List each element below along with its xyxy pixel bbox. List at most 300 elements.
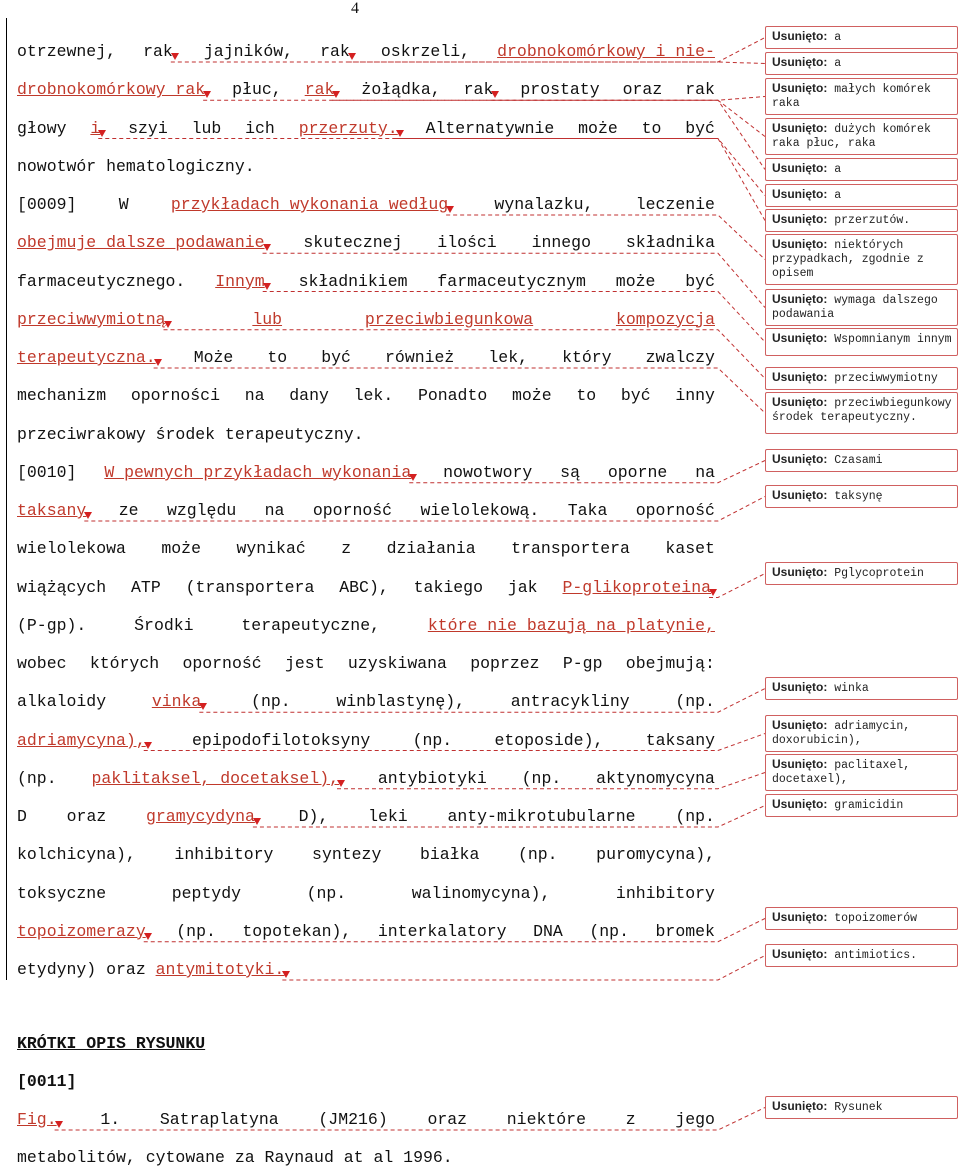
word-text: Ponadto xyxy=(417,386,488,406)
word xyxy=(17,424,364,446)
text-line xyxy=(17,691,715,713)
word-text: anty-mikrotubularne xyxy=(447,807,636,826)
word xyxy=(646,347,715,369)
deletion-caret-icon xyxy=(446,206,454,213)
word-text: rak xyxy=(463,80,494,100)
word-text: drobnokomórkowy i nie- xyxy=(497,42,715,61)
word xyxy=(265,500,285,522)
deletion-caret-icon xyxy=(409,474,417,481)
deletion-caret-icon xyxy=(203,91,211,98)
deletion-balloon[interactable] xyxy=(765,209,958,232)
word xyxy=(204,41,293,63)
inserted-text xyxy=(17,730,150,752)
word xyxy=(236,538,305,560)
word-text: składnikiem xyxy=(298,271,408,291)
word-text: na xyxy=(695,462,715,482)
word-text: ABC), xyxy=(339,577,389,597)
word-text: topotekan), xyxy=(242,921,352,941)
inserted-text xyxy=(17,347,160,369)
word xyxy=(348,653,447,675)
word xyxy=(636,500,715,522)
word xyxy=(563,653,603,675)
word xyxy=(182,653,261,675)
word-text: (np. xyxy=(412,730,453,750)
word xyxy=(511,691,630,713)
word xyxy=(361,79,440,101)
word-text: taksany xyxy=(17,501,87,520)
word xyxy=(665,538,715,560)
word xyxy=(488,347,528,369)
deletion-caret-icon xyxy=(164,321,172,328)
deletion-balloon[interactable] xyxy=(765,677,958,700)
word xyxy=(17,615,86,637)
inserted-text xyxy=(616,309,715,331)
word-text: jak xyxy=(507,577,538,597)
word-text: skutecznej xyxy=(303,233,403,253)
deletion-balloon[interactable] xyxy=(765,449,958,472)
word xyxy=(642,118,662,140)
word-text: [0010] xyxy=(17,462,77,482)
word xyxy=(685,271,715,293)
deletion-balloon[interactable] xyxy=(765,562,958,585)
word-text: przeciwrakowy środek terapeutyczny. xyxy=(17,424,364,444)
word xyxy=(368,806,408,828)
text-line xyxy=(17,921,715,943)
deleted-label: Usunięto: xyxy=(772,161,828,175)
word xyxy=(520,79,599,101)
word-text: otrzewnej, xyxy=(17,42,117,61)
deleted-text: topoizomerów xyxy=(827,912,918,925)
word-text: może xyxy=(578,118,618,138)
word-text: leki xyxy=(368,807,408,826)
word-text: (np. xyxy=(675,807,715,826)
word-text: puromycyna), xyxy=(596,845,715,865)
deleted-text: adriamycin, doxorubicin), xyxy=(772,720,911,747)
word xyxy=(695,462,715,484)
word-text: antybiotyki xyxy=(377,768,487,788)
word-text: 1. xyxy=(100,1110,121,1129)
inserted-text xyxy=(146,806,259,828)
deletion-balloon[interactable] xyxy=(765,289,958,326)
text-line xyxy=(17,347,715,369)
inserted-text xyxy=(17,1109,61,1131)
word-text: składnika xyxy=(625,233,715,253)
word xyxy=(418,385,487,407)
deleted-text: małych komórek raka xyxy=(772,83,931,110)
word-text: przerzuty. xyxy=(298,118,398,138)
paragraph-number-0011: [0011] xyxy=(17,1072,77,1091)
deletion-caret-icon xyxy=(144,933,152,940)
word xyxy=(596,844,715,866)
text-line xyxy=(17,768,715,790)
word xyxy=(508,577,538,599)
deleted-label: Usunięto: xyxy=(772,331,828,345)
text-line xyxy=(17,959,715,981)
word-text: (P-gp). xyxy=(17,615,87,635)
word xyxy=(336,691,465,713)
word-text: oporne xyxy=(607,462,668,482)
word xyxy=(176,921,216,943)
deleted-label: Usunięto: xyxy=(772,55,828,69)
deleted-label: Usunięto: xyxy=(772,121,828,135)
word xyxy=(576,385,596,407)
word-text: białka xyxy=(419,845,480,865)
inserted-text xyxy=(152,691,206,713)
word xyxy=(321,347,351,369)
deletion-caret-icon xyxy=(396,130,404,137)
word xyxy=(17,806,27,828)
word-text: to xyxy=(641,118,662,138)
text-line xyxy=(17,500,715,522)
word xyxy=(17,691,106,713)
word xyxy=(299,806,329,828)
deleted-label: Usunięto: xyxy=(772,488,828,502)
word-text: względu xyxy=(166,501,237,520)
inserted-text xyxy=(252,309,282,331)
text-line xyxy=(17,79,715,101)
word-text: syntezy xyxy=(312,845,382,865)
word-text: oraz xyxy=(106,960,146,979)
deletion-balloon[interactable] xyxy=(765,367,958,390)
inserted-text xyxy=(17,232,269,254)
word xyxy=(685,118,715,140)
deletion-caret-icon xyxy=(263,283,271,290)
deletion-balloon[interactable] xyxy=(765,158,958,181)
word xyxy=(381,41,470,63)
deletion-balloon[interactable] xyxy=(765,184,958,207)
word-text: topoizomerazy xyxy=(17,921,146,941)
word xyxy=(17,118,67,140)
word xyxy=(494,194,593,216)
word-text: wynikać xyxy=(236,539,306,559)
word xyxy=(464,79,498,101)
deletion-caret-icon xyxy=(263,244,271,251)
deletion-caret-icon xyxy=(144,742,152,749)
word xyxy=(494,730,603,752)
word-text: gramycydyna xyxy=(145,807,255,826)
word xyxy=(312,844,381,866)
deletion-caret-icon xyxy=(337,780,345,787)
word-text: ilości xyxy=(437,233,497,253)
word xyxy=(675,385,715,407)
word-text: antracykliny xyxy=(510,692,630,712)
word-text: Fig. xyxy=(17,1110,57,1129)
word xyxy=(447,806,635,828)
word-text: oporność xyxy=(182,654,262,673)
word-text: mechanizm xyxy=(17,386,107,406)
text-line xyxy=(17,844,715,866)
word xyxy=(385,347,454,369)
deleted-text: gramicidin xyxy=(827,799,904,812)
deleted-label: Usunięto: xyxy=(772,680,828,694)
word-text: Innym xyxy=(215,271,265,291)
word xyxy=(186,577,315,599)
deleted-text: a xyxy=(827,163,842,176)
word-text: na xyxy=(244,386,265,406)
word xyxy=(131,577,161,599)
deletion-balloon[interactable] xyxy=(765,794,958,817)
deletion-balloon[interactable] xyxy=(765,52,958,75)
deleted-text: antimiotics. xyxy=(827,949,918,962)
leader-line xyxy=(709,574,765,598)
inserted-text xyxy=(299,118,402,140)
word xyxy=(251,691,291,713)
word xyxy=(354,385,394,407)
word xyxy=(437,271,586,293)
word xyxy=(608,462,667,484)
word xyxy=(414,577,483,599)
word-text: lub xyxy=(191,118,222,138)
word-text: inny xyxy=(675,386,715,406)
deletion-caret-icon xyxy=(84,512,92,519)
word xyxy=(511,538,630,560)
deleted-text: przeciwbiegunkowy środek terapeutyczny. xyxy=(772,397,952,424)
deletion-caret-icon xyxy=(348,53,356,60)
word-text: przeciwbiegunkowa xyxy=(364,309,534,329)
word xyxy=(192,118,222,140)
deleted-label: Usunięto: xyxy=(772,452,828,466)
word-text: (np. xyxy=(589,921,629,941)
deleted-text: a xyxy=(827,57,842,70)
inserted-text xyxy=(215,271,269,293)
deletion-balloon[interactable] xyxy=(765,754,958,791)
deletion-caret-icon xyxy=(253,818,261,825)
word-text: (np. xyxy=(251,692,291,712)
text-line xyxy=(17,462,715,484)
word-text: lek. xyxy=(353,386,394,406)
word xyxy=(596,768,715,790)
page-number: 4 xyxy=(351,0,359,17)
deletion-caret-icon xyxy=(282,971,290,978)
deletion-balloon[interactable] xyxy=(765,715,958,752)
word-text: (transportera xyxy=(185,577,315,597)
word xyxy=(161,538,201,560)
word-text: alkaloidy xyxy=(17,692,107,712)
word xyxy=(443,462,532,484)
word-text: D), xyxy=(298,807,329,826)
deleted-label: Usunięto: xyxy=(772,797,828,811)
deleted-text: taksynę xyxy=(827,490,883,503)
word-text: Taka xyxy=(567,501,608,520)
word-text: dany xyxy=(289,386,329,406)
word-text: (np. xyxy=(675,692,715,712)
deleted-label: Usunięto: xyxy=(772,237,828,251)
inserted-text xyxy=(171,194,452,216)
deleted-text: Pglycoprotein xyxy=(827,567,924,580)
word-text: vinka xyxy=(151,692,202,712)
word-text: może xyxy=(615,271,656,291)
inserted-text xyxy=(104,462,415,484)
deletion-balloon[interactable] xyxy=(765,392,958,434)
word-text: etoposide), xyxy=(494,730,604,750)
word-text: być xyxy=(685,271,715,291)
deletion-balloon[interactable] xyxy=(765,26,958,49)
word xyxy=(626,653,715,675)
word xyxy=(285,653,325,675)
section-heading: KRÓTKI OPIS RYSUNKU xyxy=(17,1034,206,1053)
deletion-caret-icon xyxy=(199,703,207,710)
text-line xyxy=(17,653,715,675)
word xyxy=(318,1109,387,1131)
deleted-label: Usunięto: xyxy=(772,370,828,384)
word-text: oporność xyxy=(635,501,715,520)
text-line xyxy=(17,194,715,216)
deleted-text: dużych komórek raka płuc, raka xyxy=(772,123,931,150)
inserted-text xyxy=(365,309,533,331)
deletion-balloon[interactable] xyxy=(765,1096,958,1119)
deleted-label: Usunięto: xyxy=(772,29,828,43)
deleted-text: wymaga dalszego podawania xyxy=(772,294,938,321)
word-text: takiego xyxy=(413,577,483,597)
word xyxy=(626,1109,636,1131)
word-text: być xyxy=(620,386,651,406)
word-text: które nie bazują na platynie, xyxy=(427,615,715,635)
word-text: lub xyxy=(252,309,283,329)
word-text: jego xyxy=(675,1110,715,1129)
word-text: obejmuje dalsze podawanie xyxy=(17,233,265,253)
word xyxy=(17,768,57,790)
word xyxy=(616,271,656,293)
word-text: (np. xyxy=(521,768,562,788)
deletion-caret-icon xyxy=(709,589,717,596)
text-line xyxy=(17,271,715,293)
word xyxy=(626,232,715,254)
word xyxy=(134,615,193,637)
word xyxy=(427,1109,467,1131)
word xyxy=(67,806,107,828)
deletion-balloon[interactable] xyxy=(765,328,958,356)
word-text: przeciwwymiotną xyxy=(17,309,166,329)
word xyxy=(412,883,551,905)
deletion-balloon[interactable] xyxy=(765,485,958,508)
text-line xyxy=(17,730,715,752)
text-line xyxy=(17,806,715,828)
word-text: których xyxy=(89,654,160,673)
word-text: inhibitory xyxy=(174,845,274,865)
word-text: paklitaksel, docetaksel), xyxy=(91,768,340,788)
deleted-label: Usunięto: xyxy=(772,212,828,226)
word xyxy=(512,385,552,407)
word xyxy=(192,730,370,752)
word xyxy=(267,347,287,369)
word-text: żołądka, xyxy=(361,80,441,100)
word-text: leczenie xyxy=(635,195,715,214)
deletion-caret-icon xyxy=(154,359,162,366)
deletion-caret-icon xyxy=(491,91,499,98)
word-text: ich xyxy=(245,118,275,138)
word-text: farmaceutycznego. xyxy=(17,271,186,291)
word-text: wielolekowa xyxy=(17,539,126,559)
word-text: Środki xyxy=(134,615,194,635)
word xyxy=(241,615,380,637)
word-text: głowy xyxy=(17,118,67,138)
text-line xyxy=(17,41,715,63)
deletion-balloon[interactable] xyxy=(765,234,958,285)
word-text: aktynomycyna xyxy=(596,768,715,788)
word xyxy=(470,653,539,675)
word xyxy=(17,462,76,484)
text-line xyxy=(17,309,715,331)
word xyxy=(507,1109,586,1131)
deleted-label: Usunięto: xyxy=(772,1099,828,1113)
word xyxy=(299,271,408,293)
word-text: farmaceutycznym xyxy=(437,271,586,291)
word xyxy=(378,768,487,790)
word xyxy=(17,194,76,216)
word-text: działania xyxy=(386,539,476,559)
deleted-text: niektórych przypadkach, zgodnie z opisem xyxy=(772,239,924,280)
word xyxy=(413,730,453,752)
inserted-text xyxy=(497,41,715,63)
word-text: bromek xyxy=(655,921,715,941)
word-text: (np. xyxy=(306,883,347,903)
word-text: etydyny) xyxy=(17,960,97,979)
word-text: są xyxy=(560,462,580,482)
deleted-label: Usunięto: xyxy=(772,292,828,306)
word-text: [0009] xyxy=(17,195,77,214)
word-text: z xyxy=(341,539,352,559)
word-text: na xyxy=(264,501,285,520)
word-text: P-gp xyxy=(562,654,603,673)
deleted-text: a xyxy=(827,31,842,44)
word xyxy=(106,959,146,981)
deletion-balloon[interactable] xyxy=(765,907,958,930)
inserted-text xyxy=(156,959,289,981)
word xyxy=(17,883,106,905)
word xyxy=(17,959,96,981)
word-text: poprzez xyxy=(470,654,540,673)
word xyxy=(17,156,255,178)
word xyxy=(119,194,129,216)
figure-caption-line-2: metabolitów, cytowane za Raynaud at al 1996. xyxy=(17,1148,453,1167)
deletion-caret-icon xyxy=(98,130,106,137)
word-text: oraz xyxy=(427,1110,468,1129)
deletion-balloon[interactable] xyxy=(765,118,958,155)
word-text: taksany xyxy=(645,730,715,750)
word-text: oporności xyxy=(130,386,220,406)
word-text: transportera xyxy=(511,539,630,559)
word xyxy=(568,500,608,522)
deletion-balloon[interactable] xyxy=(765,78,958,115)
word xyxy=(242,921,351,943)
word xyxy=(172,883,241,905)
inserted-text xyxy=(91,768,343,790)
word xyxy=(245,385,265,407)
deletion-balloon[interactable] xyxy=(765,944,958,967)
word-text: toksyczne xyxy=(17,883,107,903)
word xyxy=(421,500,540,522)
text-line xyxy=(17,156,715,178)
word xyxy=(17,653,67,675)
word-text: (np. xyxy=(176,921,216,941)
text-line xyxy=(17,615,715,637)
word xyxy=(426,118,555,140)
word xyxy=(675,806,715,828)
deleted-text: przerzutów. xyxy=(827,214,911,227)
word-text: obejmują: xyxy=(625,654,715,673)
word xyxy=(378,921,507,943)
word xyxy=(578,118,618,140)
text-line xyxy=(17,385,715,407)
word xyxy=(232,79,282,101)
word-text: wobec xyxy=(17,654,67,673)
word xyxy=(387,538,476,560)
word-text: (np. xyxy=(17,768,57,788)
word-text: oraz xyxy=(622,80,663,100)
word xyxy=(303,232,402,254)
word-text: to xyxy=(267,348,288,367)
word-text: adriamycyna), xyxy=(17,730,146,750)
